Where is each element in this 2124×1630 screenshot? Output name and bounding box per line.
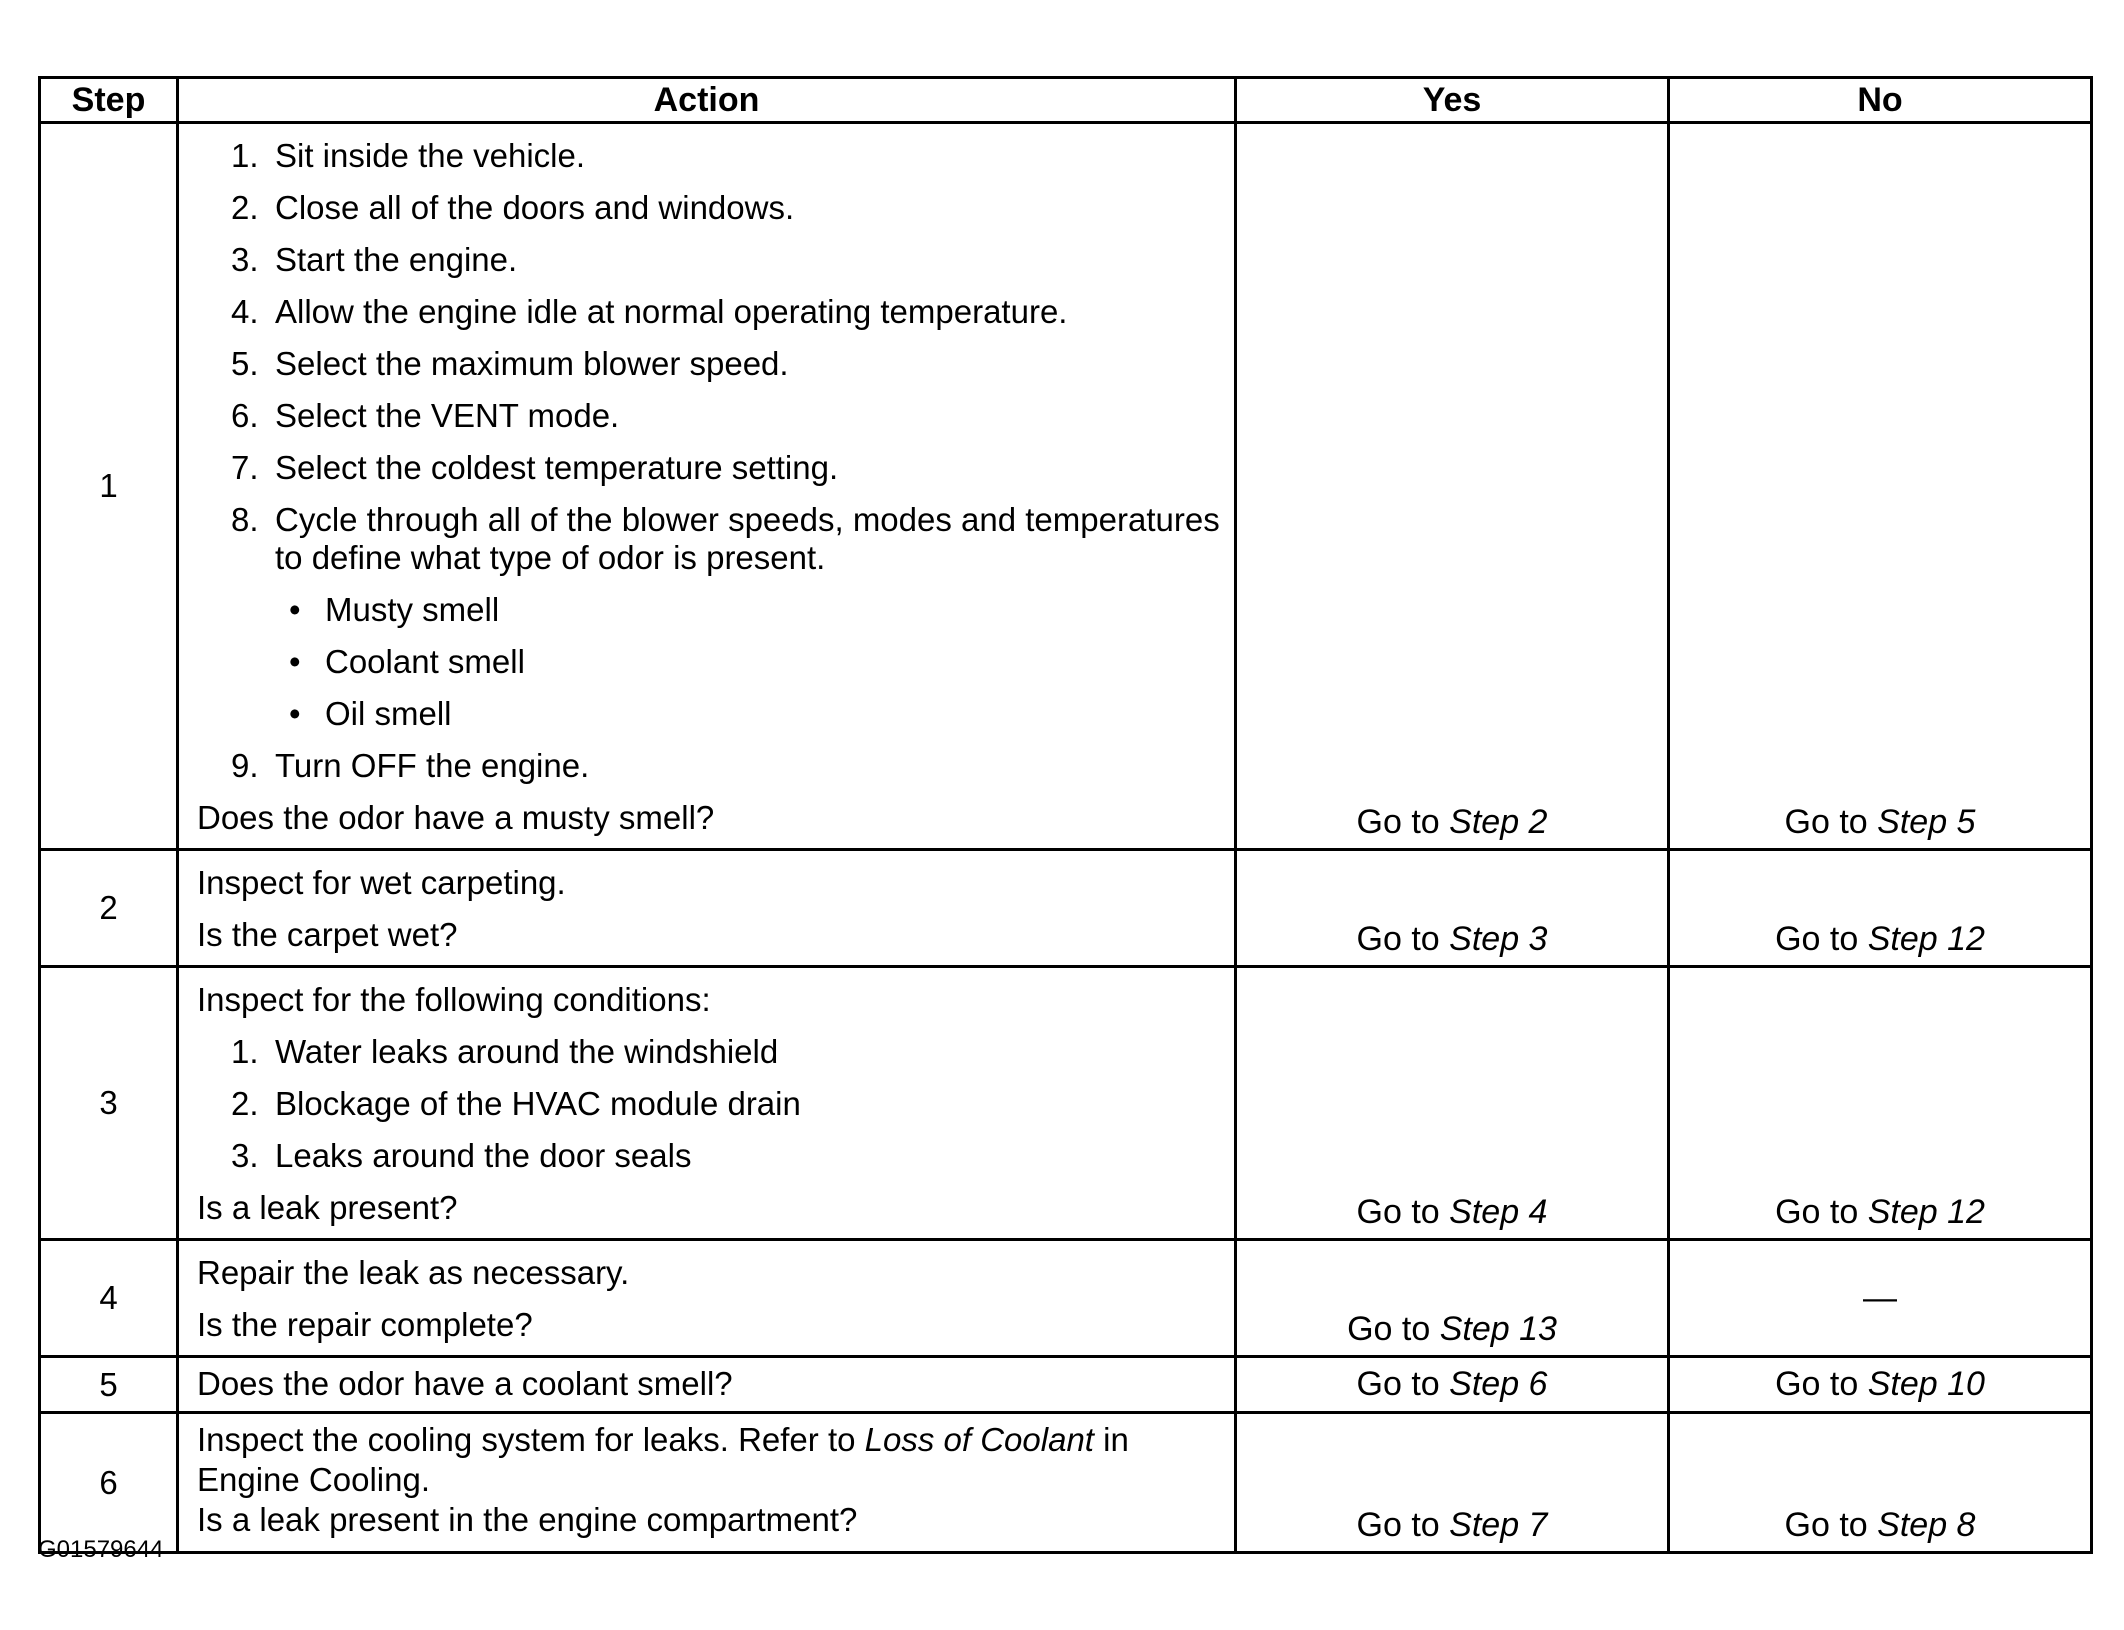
action-cell — [178, 1240, 1236, 1357]
no-cell: Go to Step 5 — [1669, 123, 2092, 850]
reference-link: Loss of Coolant — [864, 1421, 1094, 1458]
question-text: Is a leak present in the engine compartment? — [197, 1501, 858, 1538]
no-cell: Go to Step 12 — [1669, 967, 2092, 1240]
action-text: Inspect the cooling system for leaks. Refer to Loss of Coolant in Engine Cooling. — [197, 1421, 1129, 1498]
list-item: 2. Close all of the doors and windows. — [231, 189, 795, 226]
action-cell — [178, 123, 1236, 850]
table-row-step-6 — [40, 1413, 2092, 1553]
action-cell — [178, 850, 1236, 967]
step-number: 3 — [40, 967, 178, 1240]
step-number: 5 — [40, 1357, 178, 1413]
action-cell — [178, 967, 1236, 1240]
figure-id: G01579644 — [38, 1536, 164, 1563]
no-cell: Go to Step 8 — [1669, 1413, 2092, 1553]
diagnostic-table — [38, 76, 2093, 1554]
step-number: 1 — [40, 123, 178, 850]
no-cell: Go to Step 10 — [1669, 1357, 2092, 1413]
step-number: 6 — [40, 1413, 178, 1553]
list-item: 6. Select the VENT mode. — [231, 397, 620, 434]
list-item: 8. Cycle through all of the blower speeds, modes and temperatures to define what type of odor is present. — [231, 501, 1220, 576]
action-text: Inspect for wet carpeting. — [197, 864, 566, 901]
header-yes: Yes — [1236, 78, 1669, 123]
list-item: 3. Leaks around the door seals — [231, 1137, 692, 1174]
list-item: 1. Sit inside the vehicle. — [231, 137, 586, 174]
list-item: 5. Select the maximum blower speed. — [231, 345, 789, 382]
question-text: Is the carpet wet? — [197, 916, 458, 953]
header-no: No — [1669, 78, 2092, 123]
list-item: 9. Turn OFF the engine. — [231, 747, 590, 784]
question-text: Does the odor have a coolant smell? — [197, 1365, 733, 1402]
header-step: Step — [40, 78, 178, 123]
table-row-step-2 — [40, 850, 2092, 967]
yes-cell: Go to Step 2 — [1236, 123, 1669, 850]
table-row-step-4 — [40, 1240, 2092, 1357]
action-cell — [178, 1413, 1236, 1553]
no-cell: Go to Step 12 — [1669, 850, 2092, 967]
action-text: Repair the leak as necessary. — [197, 1254, 630, 1291]
table-row-step-1 — [40, 123, 2092, 850]
table-row-step-3 — [40, 967, 2092, 1240]
bullet-item: • Oil smell — [289, 695, 452, 732]
bullet-item: • Musty smell — [289, 591, 500, 628]
no-value-dash: — — [1863, 1278, 1897, 1317]
action-cell — [178, 1357, 1236, 1413]
yes-cell: Go to Step 7 — [1236, 1413, 1669, 1553]
header-action: Action — [178, 78, 1236, 123]
list-item: 7. Select the coldest temperature setting. — [231, 449, 839, 486]
action-text: Inspect for the following conditions: — [197, 981, 711, 1018]
yes-cell: Go to Step 13 — [1236, 1240, 1669, 1357]
list-item: 3. Start the engine. — [231, 241, 518, 278]
list-item: 1. Water leaks around the windshield — [231, 1033, 779, 1070]
yes-cell: Go to Step 4 — [1236, 967, 1669, 1240]
table-header-row — [40, 78, 2092, 123]
question-text: Is the repair complete? — [197, 1306, 533, 1343]
yes-cell: Go to Step 3 — [1236, 850, 1669, 967]
bullet-item: • Coolant smell — [289, 643, 525, 680]
yes-cell: Go to Step 6 — [1236, 1357, 1669, 1413]
list-item: 2. Blockage of the HVAC module drain — [231, 1085, 801, 1122]
no-cell — [1669, 1240, 2092, 1357]
question-text: Is a leak present? — [197, 1189, 458, 1226]
question-text: Does the odor have a musty smell? — [197, 799, 715, 836]
step-number: 2 — [40, 850, 178, 967]
list-item: 4. Allow the engine idle at normal operating temperature. — [231, 293, 1068, 330]
step-number: 4 — [40, 1240, 178, 1357]
table-row-step-5 — [40, 1357, 2092, 1413]
